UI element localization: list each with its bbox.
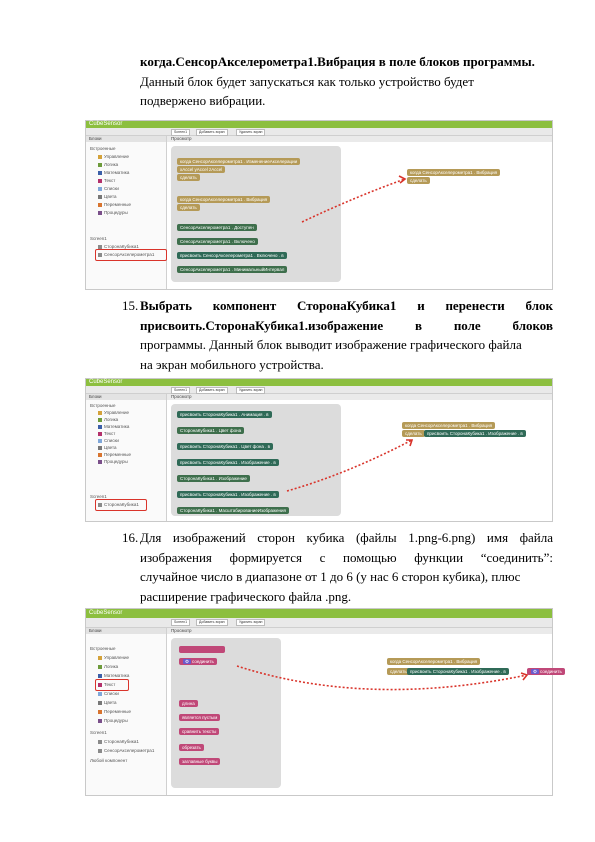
block-trim[interactable]: обрезать <box>179 744 204 751</box>
placed-shaking-do: сделать <box>407 177 430 184</box>
highlight-accelerometer <box>95 249 167 261</box>
block-compare[interactable]: сравнить тексты <box>179 728 219 735</box>
block-upcase[interactable]: заглавные буквы <box>179 758 220 765</box>
sidebar-item-variables[interactable]: Переменные <box>98 452 131 457</box>
add-screen-button[interactable]: Добавить экран <box>196 129 228 136</box>
sidebar-item-text[interactable]: Текст <box>98 431 115 436</box>
sidebar-item-accelerometer[interactable]: СенсорАкселерометра1 <box>98 748 154 753</box>
intro-line-3: подвержено вибрации. <box>140 93 266 108</box>
sidebar-item-text[interactable]: Текст <box>98 178 115 183</box>
sidebar-item-cube-side[interactable]: СторонаКубика1 <box>98 739 139 744</box>
step-15-line-3: программы. Данный блок выводит изображение графического файла <box>140 337 522 352</box>
sidebar-header: Блоки <box>86 628 166 634</box>
block-set-image-2[interactable]: присвоить СторонаКубика1 . Изображение . в <box>177 491 279 498</box>
toolbar <box>86 128 552 136</box>
step-16-line-4: расширение графического файла .png. <box>140 588 352 604</box>
sidebar-item-screen1[interactable]: Screen1 <box>90 494 107 499</box>
step-15-number: 15. <box>122 298 139 313</box>
sidebar-header: Блоки <box>86 136 166 142</box>
remove-screen-button[interactable]: Удалить экран <box>236 619 265 626</box>
blocks-sidebar <box>86 628 167 795</box>
sidebar-item-text[interactable]: Текст <box>98 682 115 687</box>
sidebar-item-cube-side[interactable]: СторонаКубика1 <box>98 502 139 507</box>
sidebar-item-control[interactable]: Управление <box>98 154 129 159</box>
step-15-line-4: на экран мобильного устройства. <box>140 356 324 372</box>
sidebar-item-builtin[interactable]: Встроенные <box>90 646 116 651</box>
drag-arrow <box>167 628 552 795</box>
intro-paragraph <box>140 52 553 111</box>
block-set-image[interactable]: присвоить СторонаКубика1 . Изображение . в <box>177 459 279 466</box>
blocks-sidebar <box>86 394 167 521</box>
sidebar-item-lists[interactable]: Списки <box>98 186 119 191</box>
sidebar-item-cube-side[interactable]: СторонаКубика1 <box>98 244 139 249</box>
placed-set-image[interactable]: присвоить СторонаКубика1 . Изображение . в <box>407 668 509 675</box>
gear-icon: ⚙ <box>185 659 190 664</box>
block-set-enabled[interactable]: присвоить СенсорАкселерометра1 . Включено . в <box>177 252 287 259</box>
toolbar <box>86 386 552 394</box>
placed-set-image[interactable]: присвоить СторонаКубика1 . Изображение . в <box>424 430 526 437</box>
sidebar-item-procedures[interactable]: Процедуры <box>98 459 128 464</box>
sidebar-item-math[interactable]: Математика <box>98 170 129 175</box>
block-accel-do: сделать <box>177 174 200 181</box>
app-titlebar <box>86 379 552 386</box>
block-shaking-do: сделать <box>177 204 200 211</box>
placed-join[interactable]: ⚙ соединить <box>527 668 565 675</box>
sidebar-item-screen1[interactable]: Screen1 <box>90 730 107 735</box>
app-title: CubeSensor <box>89 121 123 127</box>
add-screen-button[interactable]: Добавить экран <box>196 619 228 626</box>
highlight-cube-side <box>95 499 147 511</box>
blocks-canvas <box>167 628 562 795</box>
screenshot-2 <box>85 378 553 522</box>
tab-screen1[interactable]: Screen1 <box>171 129 190 136</box>
remove-screen-button[interactable]: Удалить экран <box>236 129 265 136</box>
canvas-header: Просмотр <box>167 628 552 634</box>
blocks-canvas <box>167 394 552 521</box>
blocks-canvas <box>167 136 552 289</box>
sidebar-item-math[interactable]: Математика <box>98 424 129 429</box>
sidebar-item-colors[interactable]: Цвета <box>98 194 117 199</box>
canvas-header: Просмотр <box>167 394 552 400</box>
step-15-line-2: присвоить.СторонаКубика1.изображение в поле блоков <box>140 317 553 333</box>
gear-icon: ⚙ <box>533 669 538 674</box>
tab-screen1[interactable]: Screen1 <box>171 387 190 394</box>
remove-screen-button[interactable]: Удалить экран <box>236 387 265 394</box>
sidebar-header: Блоки <box>86 394 166 400</box>
sidebar-item-variables[interactable]: Переменные <box>98 709 131 714</box>
step-16-number: 16. <box>122 530 139 545</box>
app-titlebar <box>86 609 552 618</box>
step-16-line-2: изображения формируется с помощью функции “соединить”: <box>140 549 553 565</box>
intro-line-1: когда.СенсорАкселерометра1.Вибрация в поле блоков программы. <box>140 54 535 69</box>
step-16-line-1: Для изображений сторон кубика (файлы 1.png-6.png) имя файла <box>140 530 553 545</box>
block-is-empty[interactable]: является пустым <box>179 714 220 721</box>
sidebar-item-lists[interactable]: Списки <box>98 691 119 696</box>
sidebar-item-variables[interactable]: Переменные <box>98 202 131 207</box>
block-enabled[interactable]: СенсорАкселерометра1 . Включено <box>177 238 258 245</box>
sidebar-item-control[interactable]: Управление <box>98 410 129 415</box>
screenshot-3 <box>85 608 562 796</box>
add-screen-button[interactable]: Добавить экран <box>196 387 228 394</box>
sidebar-item-accelerometer[interactable]: СенсорАкселерометра1 <box>98 252 154 257</box>
block-set-animation[interactable]: присвоить СторонаКубика1 . Анимация . в <box>177 411 272 418</box>
sidebar-item-colors[interactable]: Цвета <box>98 700 117 705</box>
app-title: CubeSensor <box>89 610 123 616</box>
block-available[interactable]: СенсорАкселерометра1 . Доступен <box>177 224 257 231</box>
block-shaking[interactable]: когда СенсорАкселерометра1 . Вибрация <box>177 196 270 203</box>
sidebar-item-math[interactable]: Математика <box>98 673 129 678</box>
tab-screen1[interactable]: Screen1 <box>171 619 190 626</box>
toolbar <box>86 618 552 628</box>
placed-shaking-block[interactable]: когда СенсорАкселерометра1 . Вибрация <box>407 169 500 176</box>
app-titlebar <box>86 121 552 128</box>
sidebar-item-any-component[interactable]: Любой компонент <box>90 758 128 763</box>
block-scale[interactable]: СторонаКубика1 . МасштабированиеИзображения <box>177 507 289 514</box>
step-16-text <box>140 528 553 606</box>
block-accel-params: xAccel yAccel zAccel <box>177 166 225 173</box>
blocks-sidebar <box>86 136 167 289</box>
block-join[interactable]: ⚙ соединить <box>179 658 217 665</box>
drag-arrow <box>167 394 552 521</box>
block-set-bgcolor[interactable]: присвоить СторонаКубика1 . Цвет фона . в <box>177 443 273 450</box>
block-bgcolor[interactable]: СторонаКубика1 . Цвет фона <box>177 427 244 434</box>
sidebar-item-colors[interactable]: Цвета <box>98 445 117 450</box>
sidebar-item-lists[interactable]: Списки <box>98 438 119 443</box>
intro-line-2: Данный блок будет запускаться как только устройство будет <box>140 73 474 89</box>
screenshot-1 <box>85 120 553 290</box>
placed-shaking-do: сделать <box>387 668 410 675</box>
block-length[interactable]: длина <box>179 700 198 707</box>
highlight-text <box>95 679 129 691</box>
sidebar-item-control[interactable]: Управление <box>98 655 129 660</box>
step-16-line-3: случайное число в диапазоне от 1 до 6 (у нас 6 сторон кубика), плюс <box>140 569 521 584</box>
sidebar-item-procedures[interactable]: Процедуры <box>98 210 128 215</box>
sidebar-item-logic[interactable]: Логика <box>98 664 118 669</box>
sidebar-item-screen1[interactable]: Screen1 <box>90 236 107 241</box>
block-image[interactable]: СторонаКубика1 . Изображение <box>177 475 250 482</box>
placed-shaking-block[interactable]: когда СенсорАкселерометра1 . Вибрация <box>402 422 495 429</box>
app-title: CubeSensor <box>89 379 123 385</box>
sidebar-item-builtin[interactable]: Встроенные <box>90 146 116 151</box>
block-accel-changed[interactable]: когда СенсорАкселерометра1 . ИзменениеАкселерации <box>177 158 300 165</box>
sidebar-item-logic[interactable]: Логика <box>98 162 118 167</box>
placed-shaking-do: сделать <box>402 430 425 437</box>
sidebar-item-builtin[interactable]: Встроенные <box>90 403 116 408</box>
sidebar-item-logic[interactable]: Логика <box>98 417 118 422</box>
sidebar-item-procedures[interactable]: Процедуры <box>98 718 128 723</box>
placed-shaking-block[interactable]: когда СенсорАкселерометра1 . Вибрация <box>387 658 480 665</box>
canvas-header: Просмотр <box>167 136 552 142</box>
drag-arrow <box>167 136 552 289</box>
block-min-interval[interactable]: СенсорАкселерометра1 . МинимальныйИнтервал <box>177 266 287 273</box>
step-15-line-1: Выбрать компонент СторонаКубика1 и перенести блок <box>140 298 553 313</box>
step-15-text <box>140 296 553 374</box>
